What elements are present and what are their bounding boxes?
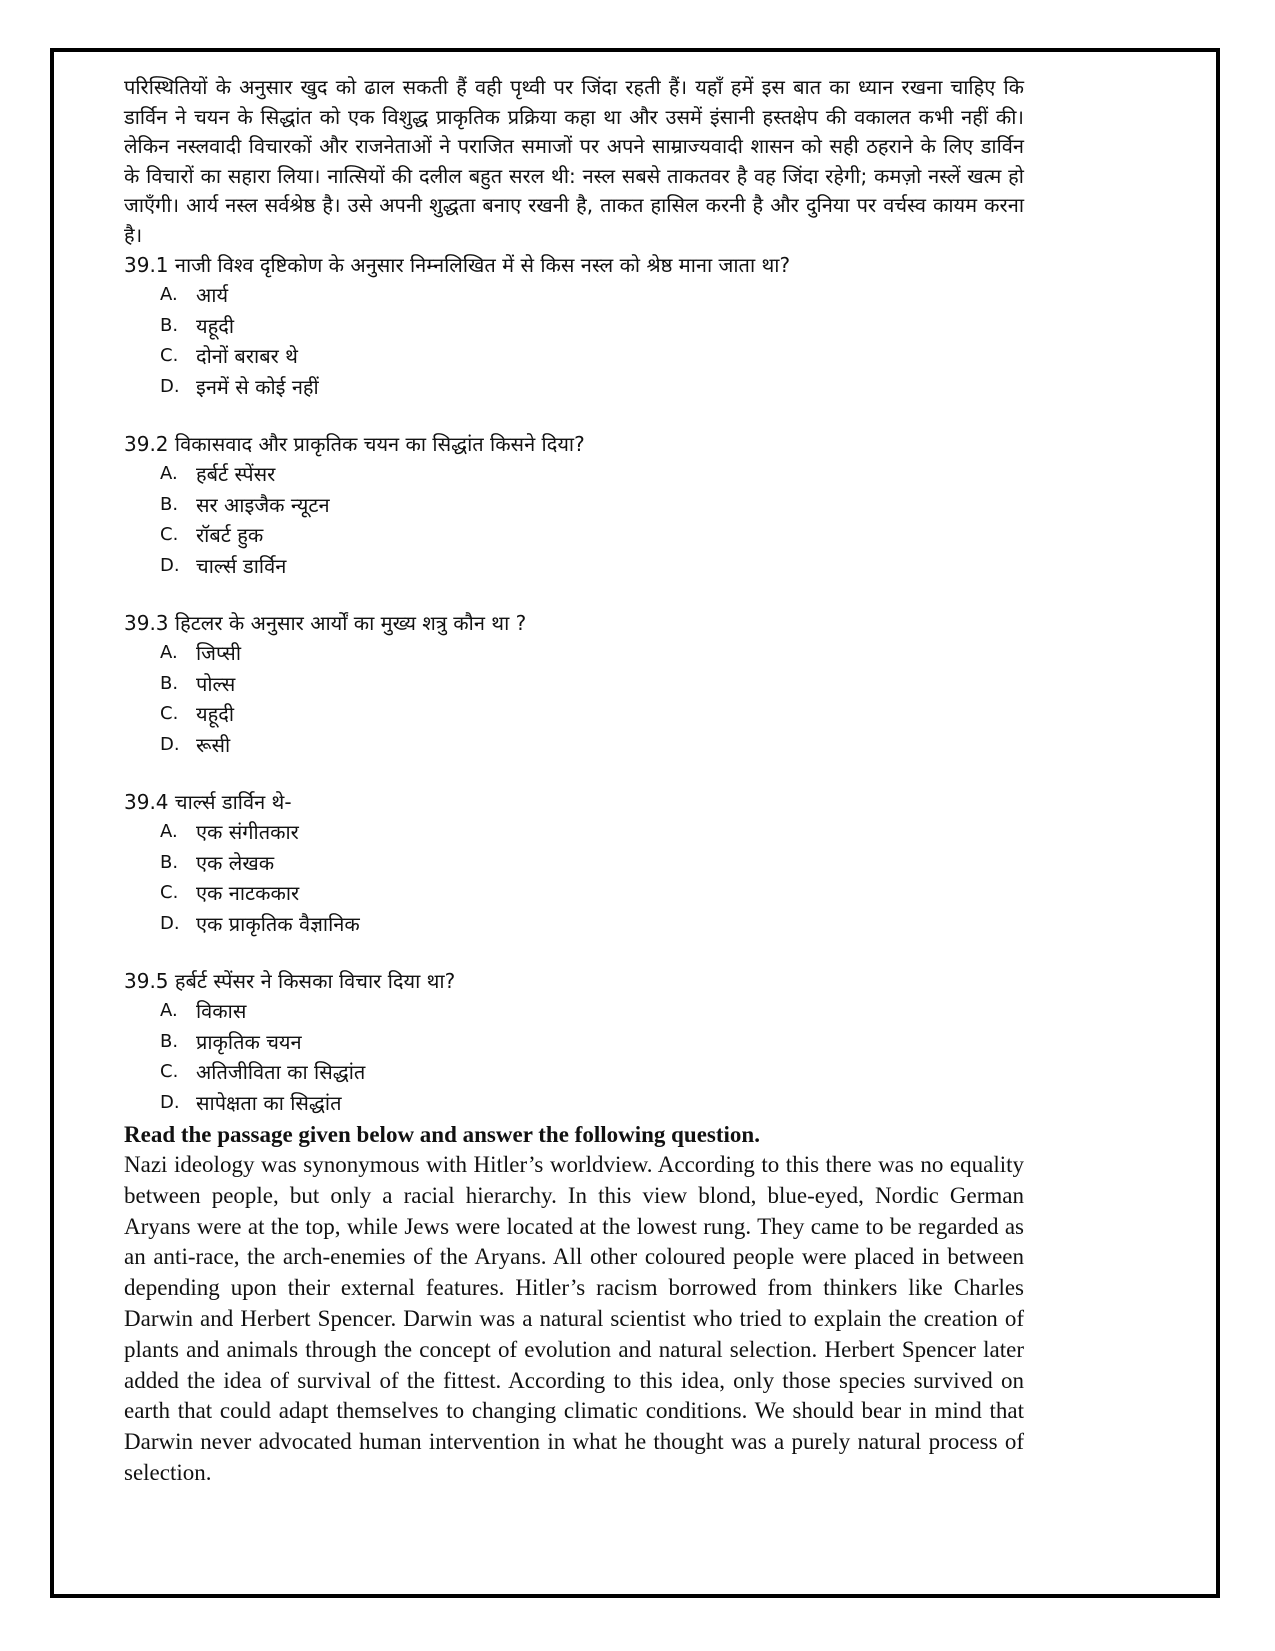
options-list (124, 638, 1024, 760)
option-text: एक संगीतकार (196, 820, 299, 844)
option-c (160, 699, 1024, 730)
option-letter: D. (160, 733, 180, 755)
spacer (124, 760, 1024, 787)
option-letter: C. (160, 882, 179, 903)
question-39-3 (124, 608, 1024, 760)
passage-heading: Read the passage given below and answer the following question. (124, 1122, 760, 1147)
option-text: एक नाटककार (196, 881, 300, 905)
page-content (124, 73, 1024, 1489)
spacer (124, 581, 1024, 608)
option-text: हर्बर्ट स्पेंसर (196, 462, 276, 486)
option-text: पोल्स (196, 671, 236, 696)
english-passage: Nazi ideology was synonymous with Hitler’s worldview. According to this there was no equality between people, but only a racial hierarchy. In this view blond, blue-eyed, Nordic German Aryans were at the top, while Jews were located at the lowest rung. They came to be regarded as an anti-race, the arch-enemies of the Aryans. All other coloured people were placed in between depending upon their external features. Hitler’s racism borrowed from thinkers like Charles Darwin and Herbert Spencer. Darwin was a natural scientist who tried to explain the creation of plants and animals through the concept of evolution and natural selection. Herbert Spencer later added the idea of survival of the fittest. According to this idea, only those species survived on earth that could adapt themselves to changing climatic conditions. We should bear in mind that Darwin never advocated human intervention in what he thought was a purely natural process of selection. (124, 1152, 1024, 1485)
option-letter: B. (160, 314, 179, 336)
option-b (160, 848, 1024, 879)
option-b (160, 490, 1024, 521)
option-letter: A. (160, 642, 178, 663)
option-letter: D. (160, 912, 180, 934)
option-text: यहूदी (196, 702, 235, 726)
option-letter: D. (160, 554, 180, 576)
option-letter: B. (160, 851, 179, 873)
option-letter: D. (160, 375, 180, 397)
question-text: 39.2 विकासवाद और प्राकृतिक चयन का सिद्धांत किसने दिया? (124, 432, 585, 456)
hindi-passage: परिस्थितियों के अनुसार खुद को ढाल सकती हैं वही पृथ्वी पर जिंदा रहती हैं। यहाँ हमें इस बात का ध्यान रखना चाहिए कि डार्विन ने चयन के सिद्धांत को एक विशुद्ध प्राकृतिक प्रक्रिया कहा था और उसमें इंसानी हस्तक्षेप की वकालत कभी नहीं की। लेकिन नस्लवादी विचारकों और राजनेताओं ने पराजित समाजों पर अपने साम्राज्यवादी शासन को सही ठहराने के लिए डार्विन के विचारों का सहारा लिया। नात्सियों की दलील बहुत सरल थी: नस्ल सबसे ताकतवर है वह जिंदा रहेगी; कमज़ो नस्लें खत्म हो जाएँगी। आर्य नस्ल सर्वश्रेष्ठ है। उसे अपनी शुद्धता बनाए रखनी है, ताकत हासिल करनी है और दुनिया पर वर्चस्व कायम करना है। (124, 75, 1024, 247)
question-39-5 (124, 966, 1024, 1118)
option-text: विकास (196, 999, 247, 1023)
option-text: एक प्राकृतिक वैज्ञानिक (196, 911, 360, 936)
question-39-1 (124, 250, 1024, 402)
option-letter: B. (160, 1030, 179, 1052)
option-text: रॉबर्ट हुक (196, 523, 264, 547)
options-list (124, 817, 1024, 939)
option-c (160, 878, 1024, 909)
option-d (160, 909, 1024, 940)
option-c (160, 1057, 1024, 1088)
option-text: अतिजीविता का सिद्धांत (196, 1060, 366, 1084)
option-d (160, 372, 1024, 403)
option-a (160, 996, 1024, 1027)
option-b (160, 311, 1024, 342)
option-letter: C. (160, 524, 179, 545)
option-letter: C. (160, 345, 179, 366)
option-letter: C. (160, 1061, 179, 1082)
option-a (160, 817, 1024, 848)
option-a (160, 280, 1024, 311)
option-text: यहूदी (196, 313, 235, 338)
option-letter: B. (160, 493, 179, 515)
option-text: प्राकृतिक चयन (196, 1029, 302, 1054)
option-text: सर आइजैक न्यूटन (196, 492, 330, 517)
option-d (160, 730, 1024, 761)
spacer (124, 939, 1024, 966)
option-text: आर्य (196, 283, 229, 307)
option-c (160, 341, 1024, 372)
option-text: रूसी (196, 732, 231, 757)
option-b (160, 669, 1024, 700)
question-39-4 (124, 787, 1024, 939)
option-text: सापेक्षता का सिद्धांत (196, 1090, 342, 1115)
option-letter: C. (160, 703, 179, 724)
option-d (160, 1088, 1024, 1119)
question-39-2 (124, 429, 1024, 581)
question-text: 39.4 चार्ल्स डार्विन थे- (124, 790, 292, 814)
option-letter: B. (160, 672, 179, 694)
option-d (160, 551, 1024, 582)
option-text: इनमें से कोई नहीं (196, 374, 319, 399)
option-text: जिप्सी (196, 641, 241, 665)
option-text: एक लेखक (196, 850, 275, 875)
question-text: 39.1 नाजी विश्व दृष्टिकोण के अनुसार निम्नलिखित में से किस नस्ल को श्रेष्ठ माना जाता था? (124, 253, 791, 277)
option-letter: A. (160, 821, 178, 842)
options-list (124, 996, 1024, 1118)
option-letter: A. (160, 284, 178, 305)
option-a (160, 459, 1024, 490)
option-letter: A. (160, 463, 178, 484)
question-text: 39.3 हिटलर के अनुसार आर्यों का मुख्य शत्रु कौन था ? (124, 611, 527, 635)
option-b (160, 1027, 1024, 1058)
question-text: 39.5 हर्बर्ट स्पेंसर ने किसका विचार दिया था? (124, 969, 456, 993)
option-c (160, 520, 1024, 551)
option-text: चार्ल्स डार्विन (196, 553, 287, 578)
option-a (160, 638, 1024, 669)
options-list (124, 459, 1024, 581)
option-letter: A. (160, 1000, 178, 1021)
option-text: दोनों बराबर थे (196, 344, 298, 368)
option-letter: D. (160, 1091, 180, 1113)
spacer (124, 402, 1024, 429)
options-list (124, 280, 1024, 402)
